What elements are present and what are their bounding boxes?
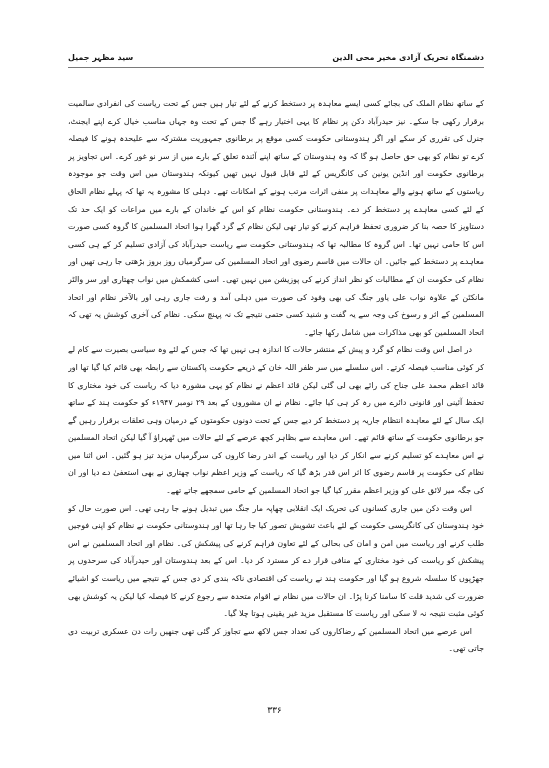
running-head-author: سید مظہر جمیل [68, 53, 134, 62]
paragraph-2: در اصل اس وقت نظام کو گرد و پیش کے منتشر حالات کا اندازہ ہی نہیں تھا کہ جس کے لئے وہ سیاسی بصیرت سے کام لے کر کوئی مناسب فیصلہ کرتے۔ اس سلسلے میں سر ظفر اللہ خان کے ذریعے حکومت پاکستان سے رابطہ بھی قائم کیا گیا تھا اور قائد اعظم محمد علی جناح کی رائے بھی لی گئی لیکن قائد اعظم نے نظام کو یہی مشورہ دیا کہ ریاست کی خود مختاری کا تحفظ آئینی اور قانونی دائرے میں رہ کر ہی کیا جائے۔ نظام نے ان مشوروں کے بعد ۲۹ نومبر ۱۹۴۷ء کو حکومت ہند کے ساتھ ایک سال کے لئے معاہدہ انتظام جاریہ پر دستخط کر دیے جس کے تحت دونوں حکومتوں کے درمیان وہی تعلقات برقرار رہیں گے جو برطانوی حکومت کے ساتھ قائم تھے۔ اس معاہدے سے بظاہر کچھ عرصے کے لئے حالات میں ٹھہراؤ آ گیا لیکن اتحاد المسلمین نے اس معاہدے کو تسلیم کرنے سے انکار کر دیا اور ریاست کے اندر رضا کاروں کی سرگرمیاں مزید تیز ہو گئیں۔ اس اثنا میں نظام کی حکومت پر قاسم رضوی کا اثر اس قدر بڑھ گیا کہ ریاست کے وزیر اعظم نواب چھتاری نے بھی استعفیٰ دے دیا اور ان کی جگہ میر لائق علی کو وزیر اعظم مقرر کیا گیا جو اتحاد المسلمین کے حامی سمجھے جاتے تھے۔ [68, 345, 484, 496]
page-number: ۳۳۶ [267, 706, 282, 716]
header-divider [68, 67, 484, 68]
paragraph-4: اس عرصے میں اتحاد المسلمین کے رضاکاروں کی تعداد جس لاکھ سے تجاوز کر گئی تھی جنھیں رات دن عسکری تربیت دی جاتی تھی۔ [68, 626, 484, 654]
body-text [68, 95, 484, 685]
running-head-title: دشمنگاہ تحریک آزادی مخیر محی الدین [332, 53, 484, 62]
paragraph-3: اس وقت دکن میں جاری کسانوں کی تحریک ایک انقلابی چھاپہ مار جنگ میں تبدیل ہونے جا رہی تھی۔ اس صورت حال کو خود ہندوستان کی کانگریسی حکومت کے لئے باعث تشویش تصور کیا جا رہا تھا اور ہندوستانی حکومت نے نظام کو اپنی فوجیں طلب کرنے اور ریاست میں امن و امان کی بحالی کے لئے تعاون فراہم کرنے کی پیشکش کی۔ نظام اور اتحاد المسلمین نے اس پیشکش کو ریاست کی خود مختاری کے منافی قرار دے کر مسترد کر دیا۔ اس کے بعد ہندوستان اور حیدرآباد کی سرحدوں پر جھڑپوں کا سلسلہ شروع ہو گیا اور حکومت ہند نے ریاست کی اقتصادی ناکہ بندی کر دی جس کے نتیجے میں ریاست کو اشیائے ضرورت کی شدید قلت کا سامنا کرنا پڑا۔ ان حالات میں نظام نے اقوام متحدہ سے رجوع کرنے کا فیصلہ کیا لیکن یہ کوشش بھی کوئی مثبت نتیجہ نہ لا سکی اور ریاست کا مستقبل مزید غیر یقینی ہوتا چلا گیا۔ [68, 503, 484, 619]
paragraph-1: کے ساتھ نظام الملک کی بجائے کسی ایسے معاہدہ پر دستخط کرنے کے لئے تیار ہیں جس کے تحت ریاست کی انفرادی سالمیت برقرار رکھی جا سکے۔ نیز حیدرآباد دکن پر نظام کا یہی اختیار رہے گا جس کے تحت وہ جہاں مناسب خیال کرے اپنے ایجنٹ، جنرل کی تقرری کر سکے اور اگر ہندوستانی حکومت کسی موقع پر برطانوی جمہوریت مشترکہ سے علیحدہ ہونے کا فیصلہ کرے تو نظام کو بھی حق حاصل ہو گا کہ وہ ہندوستان کے ساتھ اپنے آئندہ تعلق کے بارے میں از سر نو غور کرے۔ اس تجاویز پر برطانوی حکومت اور انڈین یونین کی کانگریس کے لئے قابل قبول نہیں تھیں کیونکہ ہندوستان میں اس وقت جو موجودہ ریاستوں کے ساتھ ہونے والے معاہدات پر منفی اثرات مرتب ہونے کے امکانات تھے۔ دہلی کا مشورہ یہ تھا کہ پہلے نظام الحاق کے لئے کسی معاہدے پر دستخط کر دے۔ ہندوستانی حکومت نظام کو اس کے خاندان کے بارے میں مراعات کو ایک حد تک دستاویز کا حصہ بنا کر ضروری تحفظ فراہم کرنے کو تیار تھی لیکن نظام کے گرد گھرا ہوا اتحاد المسلمین کا گروہ کسی صورت اس کا حامی نہیں تھا۔ اس گروہ کا مطالبہ تھا کہ ہندوستانی حکومت سے ریاست حیدرآباد کی آزادی تسلیم کر کے ہی کسی معاہدے پر دستخط کیے جائیں۔ ان حالات میں قاسم رضوی اور اتحاد المسلمین کی سرگرمیاں روز بروز بڑھتی جا رہی تھیں اور نظام کی حکومت ان کے مطالبات کو نظر انداز کرنے کی پوزیشن میں نہیں تھی۔ اسی کشمکش میں نواب چھتاری اور سر والٹر مانکٹن کے علاوہ نواب علی یاور جنگ کی بھی وفود کی صورت میں دہلی آمد و رفت جاری رہی اور بالآخر نظام اور اتحاد المسلمین کے اثر و رسوخ کی وجہ سے یہ گفت و شنید کسی حتمی نتیجے تک نہ پہنچ سکی۔ نظام کی آخری کوشش یہ تھی کہ اتحاد المسلمین کو بھی مذاکرات میں شامل رکھا جائے۔ [68, 99, 484, 337]
running-head [68, 52, 484, 66]
